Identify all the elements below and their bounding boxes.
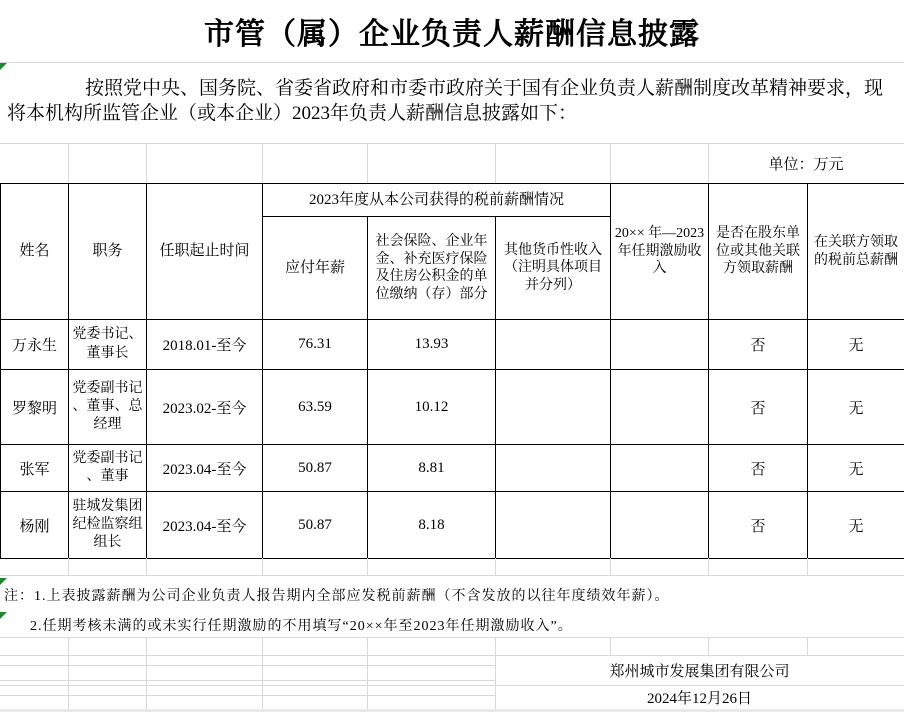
gridline (146, 143, 147, 183)
gridline (68, 558, 69, 575)
cell-name: 罗黎明 (1, 370, 69, 445)
cell-tenure: 2023.04-至今 (147, 492, 263, 559)
cell-position: 驻城发集团纪检监察组组长 (69, 492, 147, 559)
header-related-party-pay: 在关联方领取的税前总薪酬 (808, 184, 904, 320)
cell-flag-icon (0, 63, 7, 70)
note-1: 注：1.上表披露薪酬为公司企业负责人报告期内全部应发税前薪酬（不含发放的以往年度绩效年薪）。 (4, 588, 670, 604)
cell-shareholder-pay: 否 (709, 492, 808, 559)
gridline (262, 637, 263, 655)
gridline (495, 143, 496, 183)
gridline (0, 695, 495, 696)
gridline (262, 655, 263, 709)
cell-other-income (496, 445, 611, 492)
gridline (146, 655, 147, 709)
cell-social-insurance: 10.12 (368, 370, 496, 445)
gridline (708, 637, 709, 655)
disclosure-date: 2024年12月26日 (646, 690, 752, 707)
gridline (367, 637, 368, 655)
gridline (146, 637, 147, 655)
cell-shareholder-pay: 否 (709, 370, 808, 445)
cell-tenure: 2023.04-至今 (147, 445, 263, 492)
gridline (262, 558, 263, 575)
header-name: 姓名 (1, 184, 69, 320)
cell-position: 党委书记、董事长 (69, 320, 147, 370)
gridline (367, 655, 368, 709)
cell-name: 万永生 (1, 320, 69, 370)
gridline (807, 558, 808, 575)
cell-social-insurance: 8.81 (368, 445, 496, 492)
gridline (0, 680, 495, 681)
gridline (610, 637, 611, 655)
header-row-top (1, 184, 904, 217)
gridline (708, 558, 709, 575)
cell-tenure-incentive (611, 320, 709, 370)
gridline (0, 575, 904, 576)
cell-name: 杨刚 (1, 492, 69, 559)
intro-paragraph: 按照党中央、国务院、省委省政府和市委市政府关于国有企业负责人薪酬制度改革精神要求，现将本机构所监管企业（或本企业）2023年负责人薪酬信息披露如下： (7, 78, 884, 124)
header-tenure: 任职起止时间 (147, 184, 263, 320)
gridline (0, 143, 904, 144)
gridline (610, 143, 611, 183)
gridline (68, 655, 69, 709)
cell-other-income (496, 370, 611, 445)
gridline (0, 62, 904, 63)
header-social-insurance: 社会保险、企业年金、补充医疗保险及住房公积金的单位缴纳（存）部分 (368, 217, 496, 320)
gridline (0, 685, 904, 686)
cell-other-income (496, 320, 611, 370)
table-row (1, 320, 904, 370)
cell-tenure: 2023.02-至今 (147, 370, 263, 445)
gridline (610, 558, 611, 575)
cell-social-insurance: 13.93 (368, 320, 496, 370)
cell-annual-salary: 63.59 (263, 370, 368, 445)
cell-related-party-pay: 无 (808, 445, 904, 492)
table-row (1, 445, 904, 492)
cell-other-income (496, 492, 611, 559)
gridline (146, 558, 147, 575)
cell-annual-salary: 50.87 (263, 445, 368, 492)
gridline (367, 558, 368, 575)
cell-social-insurance: 8.18 (368, 492, 496, 559)
cell-related-party-pay: 无 (808, 492, 904, 559)
gridline (708, 143, 709, 183)
cell-name: 张军 (1, 445, 69, 492)
gridline (262, 143, 263, 183)
cell-tenure-incentive (611, 492, 709, 559)
cell-annual-salary: 76.31 (263, 320, 368, 370)
gridline (807, 637, 808, 655)
header-position: 职务 (69, 184, 147, 320)
unit-label: 单位：万元 (768, 156, 844, 173)
header-pretax-group: 2023年度从本公司获得的税前薪酬情况 (263, 184, 611, 217)
note-2: 2.任期考核未满的或未实行任期激励的不用填写“20××年至2023年任期激励收入”。 (30, 618, 573, 634)
page-title: 市管（属）企业负责人薪酬信息披露 (204, 18, 700, 51)
salary-table (0, 183, 904, 559)
gridline (367, 143, 368, 183)
gridline (68, 143, 69, 183)
cell-tenure-incentive (611, 370, 709, 445)
cell-annual-salary: 50.87 (263, 492, 368, 559)
table-row (1, 370, 904, 445)
cell-flag-icon (0, 578, 7, 585)
cell-shareholder-pay: 否 (709, 320, 808, 370)
header-shareholder-pay: 是否在股东单位或其他关联方领取薪酬 (709, 184, 808, 320)
cell-shareholder-pay: 否 (709, 445, 808, 492)
cell-tenure-incentive (611, 445, 709, 492)
gridline (495, 655, 496, 709)
gridline (495, 637, 496, 655)
gridline (0, 655, 904, 656)
cell-related-party-pay: 无 (808, 320, 904, 370)
gridline (495, 558, 496, 575)
company-name: 郑州城市发展集团有限公司 (609, 663, 790, 680)
gridline (0, 637, 904, 638)
table-row (1, 492, 904, 559)
gridline (68, 637, 69, 655)
cell-flag-icon (0, 612, 7, 619)
cell-position: 党委副书记、董事、总经理 (69, 370, 147, 445)
header-tenure-incentive: 20×× 年—2023年任期激励收入 (611, 184, 709, 320)
cell-tenure: 2018.01-至今 (147, 320, 263, 370)
header-other-income: 其他货币性收入（注明具体项目并分列） (496, 217, 611, 320)
cell-related-party-pay: 无 (808, 370, 904, 445)
header-annual-salary: 应付年薪 (263, 217, 368, 320)
gridline (0, 665, 495, 666)
cell-position: 党委副书记、董事 (69, 445, 147, 492)
